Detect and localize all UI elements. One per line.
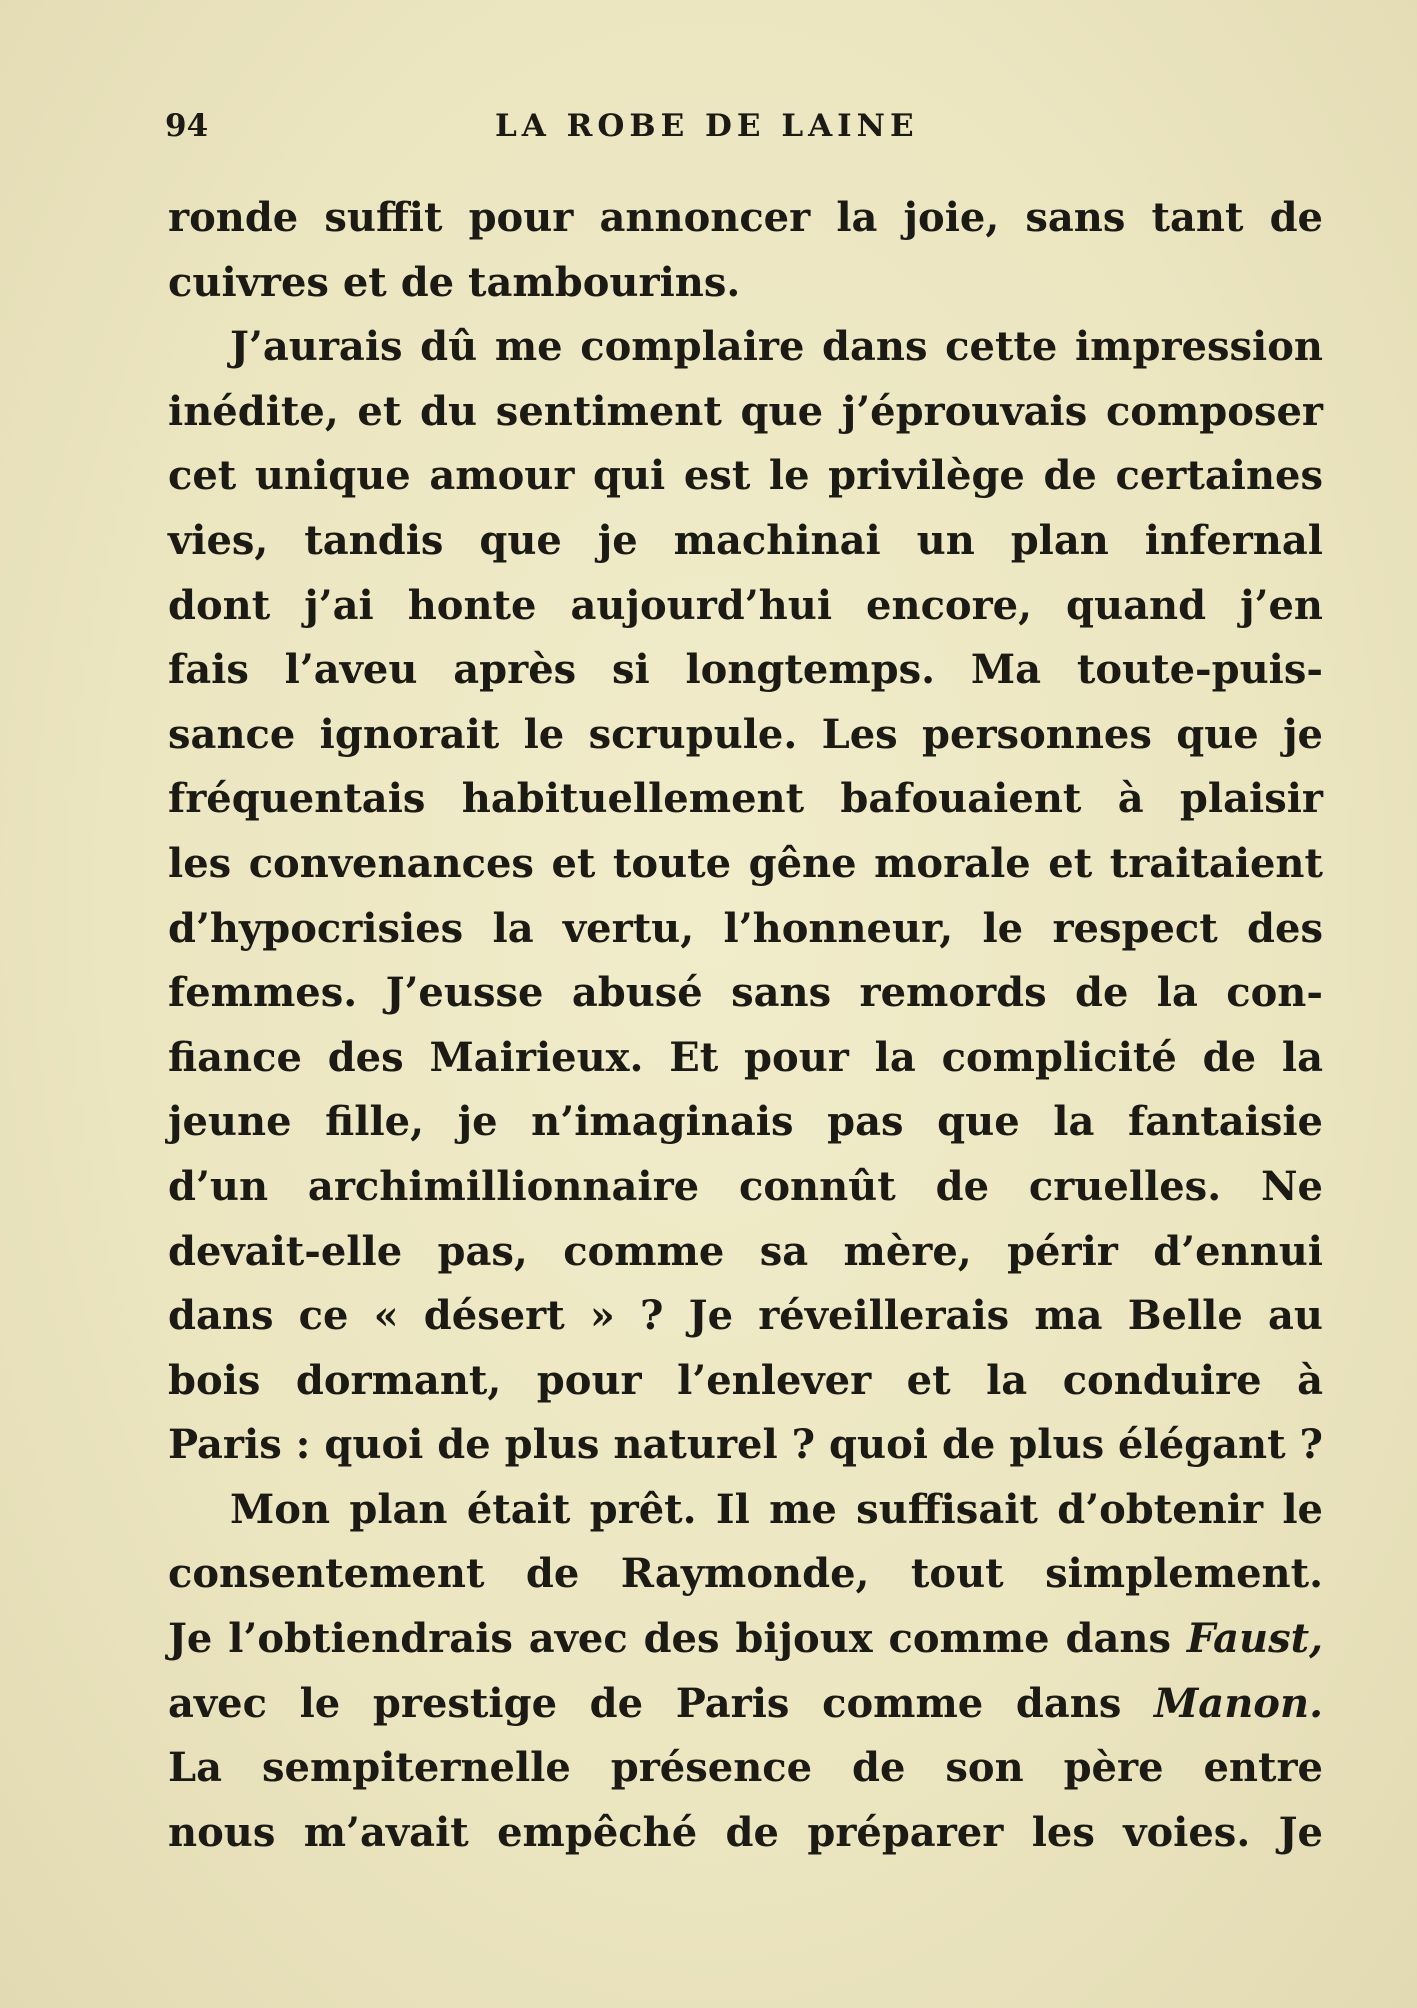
text-line: jeune fille, je n’imaginais pas que la fantaisie xyxy=(168,1098,1323,1146)
text-line: fais l’aveu après si longtemps. Ma toute-puis- xyxy=(168,646,1323,694)
text-line: les convenances et toute gêne morale et traitaient xyxy=(168,839,1323,887)
body-text xyxy=(168,186,1323,1865)
text-line: devait-elle pas, comme sa mère, périr d’ennui xyxy=(168,1227,1323,1275)
text-line: ronde suffit pour annoncer la joie, sans tant de xyxy=(168,194,1323,241)
text-line: La sempiternelle présence de son père entre xyxy=(168,1744,1323,1792)
text-line: cuivres et de tambourins. xyxy=(168,258,741,306)
text-line: vies, tandis que je machinai un plan infernal xyxy=(168,516,1323,564)
text-line: consentement de Raymonde, tout simplement. xyxy=(168,1550,1323,1598)
text-line: Mon plan était prêt. Il me suffisait d’obtenir le xyxy=(230,1485,1323,1533)
text-line: J’aurais dû me complaire dans cette impression xyxy=(230,323,1323,371)
text-segment: Je l’obtiendrais avec des bijoux comme dans xyxy=(168,1615,1171,1663)
text-line: inédite, et du sentiment que j’éprouvais composer xyxy=(168,387,1323,435)
text-line: femmes. J’eusse abusé sans remords de la con- xyxy=(168,969,1323,1017)
text-line: fréquentais habituellement bafouaient à plaisir xyxy=(168,775,1323,823)
text-line: d’hypocrisies la vertu, l’honneur, le respect des xyxy=(168,904,1323,952)
text-line: fiance des Mairieux. Et pour la complicité de la xyxy=(168,1033,1323,1081)
text-line: dont j’ai honte aujourd’hui encore, quand j’en xyxy=(168,581,1323,629)
page-number: 94 xyxy=(165,108,209,144)
text-segment: avec le prestige de Paris comme dans xyxy=(168,1679,1122,1727)
text-line xyxy=(168,1607,1323,1672)
text-line: d’un archimillionnaire connût de cruelles. Ne xyxy=(168,1162,1323,1210)
text-line: bois dormant, pour l’enlever et la conduire à xyxy=(168,1356,1323,1404)
text-line: dans ce « désert » ? Je réveillerais ma Belle au xyxy=(168,1292,1323,1340)
italic-title-manon: Manon. xyxy=(1154,1679,1323,1727)
text-line: Paris : quoi de plus naturel ? quoi de plus élégant ? xyxy=(168,1421,1323,1469)
running-title: LA ROBE DE LAINE xyxy=(495,108,919,144)
italic-title-faust: Faust, xyxy=(1186,1615,1323,1663)
text-line: cet unique amour qui est le privilège de certaines xyxy=(168,452,1323,500)
text-line xyxy=(168,1672,1323,1737)
text-line: sance ignorait le scrupule. Les personnes que je xyxy=(168,710,1323,758)
text-line: nous m’avait empêché de préparer les voies. Je xyxy=(168,1808,1323,1856)
page-header xyxy=(165,108,1345,152)
